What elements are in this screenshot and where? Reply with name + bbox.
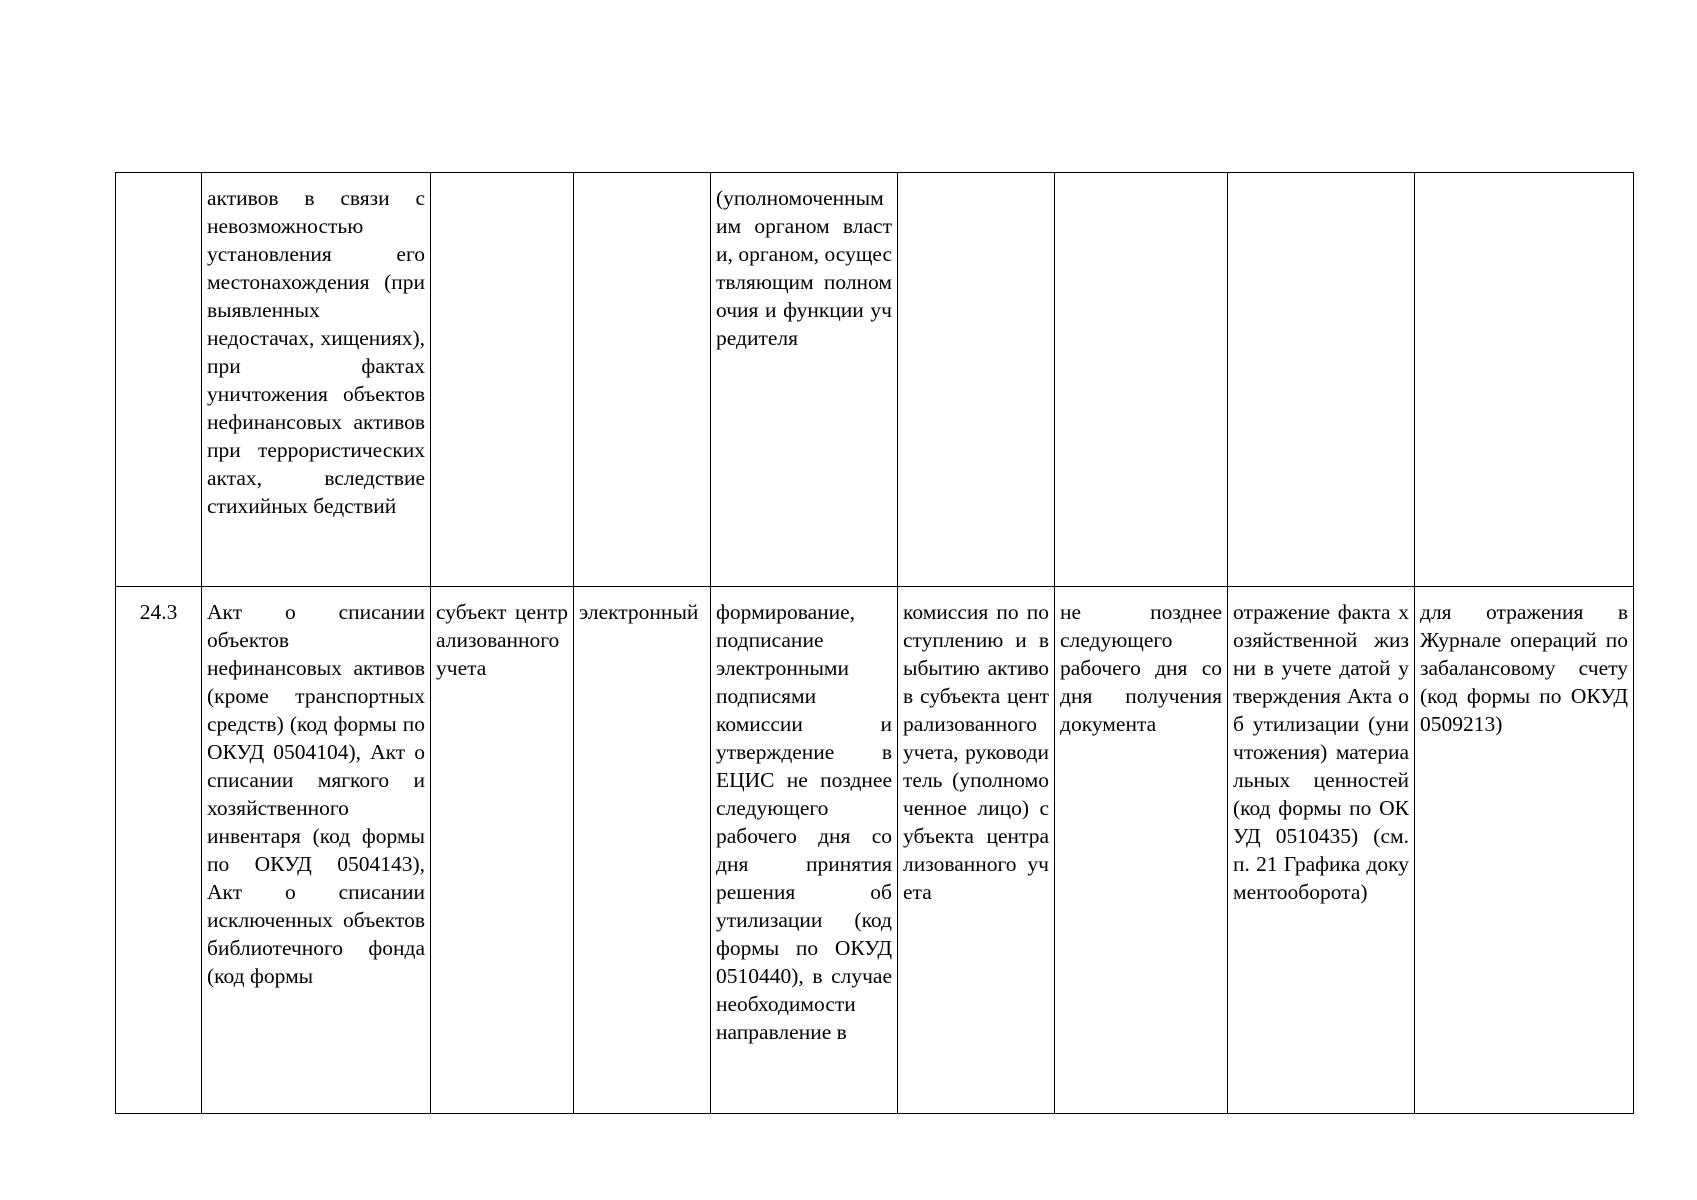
reflection-text: отражение факта хозяйственной жизни в учете датой утверждения Акта об утилизации (уничтожения) материальных ценностей (код формы по ОКУД 0510435) (см. п. 21 Графика документооборота): [1233, 600, 1409, 904]
cell-document-form: [574, 587, 711, 1114]
cell-reflection: [1228, 587, 1415, 1114]
table-row: [116, 173, 1634, 587]
cell-deadline: [1055, 173, 1228, 587]
cell-row-number: [116, 587, 202, 1114]
cell-purpose: [1415, 173, 1634, 587]
cell-who-signs: [898, 587, 1055, 1114]
document-form-text: электронный: [579, 600, 699, 624]
cell-procedure: [711, 587, 898, 1114]
cell-document-name: [202, 173, 431, 587]
cell-document-name: [202, 587, 431, 1114]
row-number-text: 24.3: [139, 600, 178, 624]
purpose-text: для отражения в Журнале операций по забалансовому счету (код формы по ОКУД 0509213): [1420, 600, 1628, 736]
procedure-text: формирование, подписание электронными подписями комиссии и утверждение в ЕЦИС не позднее следующего рабочего дня со дня принятия решения об утилизации (код формы по ОКУД 0510440), в случае необходимости направление в: [716, 600, 892, 1044]
cell-deadline: [1055, 587, 1228, 1114]
who-signs-text: комиссия по поступлению и выбытию активов субъекта централизованного учета, руководитель (уполномоченное лицо) субъекта централизованного учета: [903, 600, 1049, 904]
cell-procedure: [711, 173, 898, 587]
table-row: [116, 587, 1634, 1114]
cell-purpose: [1415, 587, 1634, 1114]
who-creates-text: субъект централизованного учета: [436, 600, 568, 680]
cell-who-creates: [431, 173, 574, 587]
document-name-text: Акт о списании объектов нефинансовых активов (кроме транспортных средств) (код формы по ОКУД 0504104), Акт о списании мягкого и хозяйственного инвентаря (код формы по ОКУД 0504143), Акт о списании исключенных объектов библиотечного фонда (код формы: [207, 600, 425, 988]
cell-who-creates: [431, 587, 574, 1114]
procedure-text: (уполномоченным им органом власти, органом, осуществляющим полномочия и функции учредителя: [716, 186, 892, 350]
cell-row-number: [116, 173, 202, 587]
document-name-text: активов в связи с невозможностью установления его местонахождения (при выявленных недостачах, хищениях), при фактах уничтожения объектов нефинансовых активов при террористических актах, вследствие стихийных бедствий: [207, 186, 425, 518]
cell-reflection: [1228, 173, 1415, 587]
deadline-text: не позднее следующего рабочего дня со дня получения документа: [1060, 600, 1222, 736]
cell-document-form: [574, 173, 711, 587]
document-table: [115, 172, 1634, 1114]
cell-who-signs: [898, 173, 1055, 587]
